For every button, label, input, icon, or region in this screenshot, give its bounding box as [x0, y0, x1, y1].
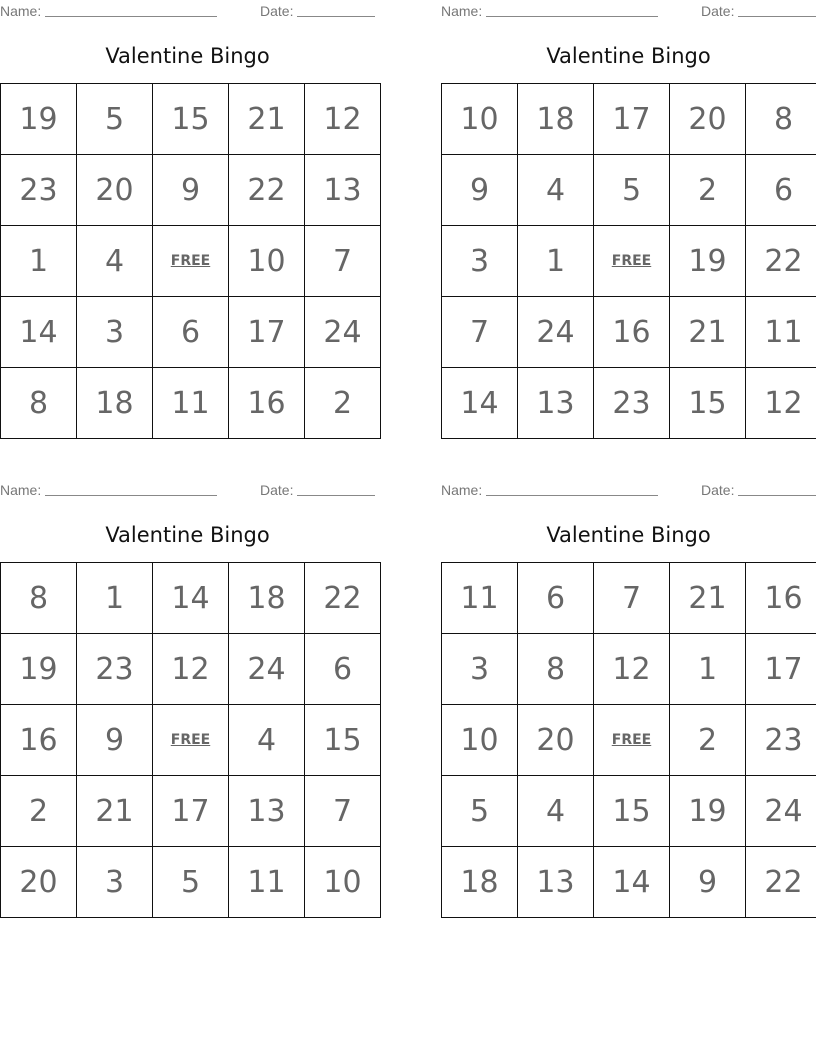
bingo-cell: 5: [77, 84, 153, 155]
bingo-cell: 10: [442, 705, 518, 776]
bingo-cell: 18: [229, 563, 305, 634]
card-header: [0, 2, 375, 20]
bingo-cell: 6: [518, 563, 594, 634]
bingo-cell: 21: [77, 776, 153, 847]
bingo-cell: 21: [229, 84, 305, 155]
bingo-cell: 5: [442, 776, 518, 847]
bingo-row: [1, 84, 381, 155]
bingo-row: [1, 776, 381, 847]
bingo-cell: 8: [746, 84, 816, 155]
card-title: Valentine Bingo: [105, 44, 270, 68]
bingo-row: [1, 847, 381, 918]
card-title: Valentine Bingo: [546, 523, 711, 547]
bingo-cell: 14: [594, 847, 670, 918]
bingo-cell: 8: [518, 634, 594, 705]
bingo-row: [442, 155, 816, 226]
bingo-cell: 14: [442, 368, 518, 439]
bingo-cell: 7: [305, 776, 381, 847]
bingo-cell: 15: [670, 368, 746, 439]
name-field-line: [486, 495, 658, 496]
bingo-cell: 23: [594, 368, 670, 439]
free-space: FREE: [153, 226, 229, 297]
bingo-cell: 8: [1, 563, 77, 634]
bingo-grid: [441, 562, 816, 918]
bingo-cell: 15: [153, 84, 229, 155]
bingo-row: [1, 368, 381, 439]
bingo-cell: 23: [746, 705, 816, 776]
bingo-cell: 17: [746, 634, 816, 705]
bingo-cell: 9: [442, 155, 518, 226]
bingo-row: [1, 634, 381, 705]
bingo-row: [442, 847, 816, 918]
name-field-line: [45, 495, 217, 496]
bingo-cell: 11: [442, 563, 518, 634]
bingo-cell: 2: [305, 368, 381, 439]
bingo-row: [442, 84, 816, 155]
bingo-cell: 5: [594, 155, 670, 226]
bingo-row: [442, 226, 816, 297]
bingo-row: [1, 705, 381, 776]
bingo-cell: 11: [153, 368, 229, 439]
bingo-cell: 9: [77, 705, 153, 776]
bingo-cell: 22: [746, 226, 816, 297]
date-label: Date:: [260, 482, 294, 498]
bingo-cell: 19: [1, 84, 77, 155]
bingo-cell: 12: [153, 634, 229, 705]
bingo-cell: 24: [229, 634, 305, 705]
bingo-cell: 3: [442, 226, 518, 297]
bingo-cell: 9: [153, 155, 229, 226]
bingo-cell: 18: [518, 84, 594, 155]
bingo-cell: 11: [746, 297, 816, 368]
bingo-cell: 3: [77, 847, 153, 918]
bingo-cell: 21: [670, 563, 746, 634]
bingo-cell: 13: [305, 155, 381, 226]
bingo-cell: 3: [442, 634, 518, 705]
bingo-cell: 23: [1, 155, 77, 226]
card-header: [441, 481, 816, 499]
bingo-cell: 22: [305, 563, 381, 634]
bingo-cell: 7: [594, 563, 670, 634]
bingo-cell: 17: [594, 84, 670, 155]
bingo-cell: 24: [518, 297, 594, 368]
bingo-cell: 5: [153, 847, 229, 918]
bingo-cell: 17: [153, 776, 229, 847]
bingo-cell: 1: [1, 226, 77, 297]
name-label: Name:: [441, 482, 483, 498]
date-label: Date:: [701, 3, 735, 19]
bingo-cell: 20: [670, 84, 746, 155]
bingo-cell: 16: [229, 368, 305, 439]
bingo-cell: 22: [229, 155, 305, 226]
bingo-cell: 6: [153, 297, 229, 368]
date-label: Date:: [260, 3, 294, 19]
date-field-line: [738, 495, 816, 496]
bingo-cell: 19: [670, 776, 746, 847]
bingo-cell: 13: [518, 368, 594, 439]
bingo-row: [442, 705, 816, 776]
bingo-cell: 4: [518, 776, 594, 847]
bingo-cell: 4: [77, 226, 153, 297]
bingo-cell: 1: [77, 563, 153, 634]
bingo-row: [442, 368, 816, 439]
bingo-cell: 22: [746, 847, 816, 918]
card-title: Valentine Bingo: [105, 523, 270, 547]
bingo-cell: 7: [442, 297, 518, 368]
bingo-cell: 4: [229, 705, 305, 776]
date-field-line: [738, 16, 816, 17]
bingo-row: [1, 297, 381, 368]
bingo-cell: 24: [305, 297, 381, 368]
bingo-row: [1, 155, 381, 226]
bingo-cell: 4: [518, 155, 594, 226]
bingo-cell: 20: [1, 847, 77, 918]
date-field-line: [297, 495, 375, 496]
free-space: FREE: [594, 705, 670, 776]
bingo-cell: 24: [746, 776, 816, 847]
bingo-cell: 10: [305, 847, 381, 918]
bingo-cell: 16: [746, 563, 816, 634]
bingo-cell: 18: [442, 847, 518, 918]
card-header: [0, 481, 375, 499]
name-field-line: [45, 16, 217, 17]
bingo-cell: 1: [670, 634, 746, 705]
card-title: Valentine Bingo: [546, 44, 711, 68]
bingo-cell: 12: [305, 84, 381, 155]
date-label: Date:: [701, 482, 735, 498]
bingo-cell: 9: [670, 847, 746, 918]
bingo-cell: 2: [670, 155, 746, 226]
bingo-cell: 10: [229, 226, 305, 297]
bingo-row: [1, 226, 381, 297]
bingo-cell: 12: [594, 634, 670, 705]
bingo-cell: 2: [670, 705, 746, 776]
bingo-row: [442, 634, 816, 705]
bingo-cell: 3: [77, 297, 153, 368]
bingo-cell: 13: [518, 847, 594, 918]
name-label: Name:: [0, 482, 42, 498]
bingo-cell: 15: [305, 705, 381, 776]
bingo-row: [1, 563, 381, 634]
bingo-grid: [0, 83, 381, 439]
bingo-cell: 7: [305, 226, 381, 297]
bingo-cell: 20: [77, 155, 153, 226]
bingo-grid: [0, 562, 381, 918]
bingo-cell: 6: [746, 155, 816, 226]
bingo-cell: 8: [1, 368, 77, 439]
free-space: FREE: [594, 226, 670, 297]
bingo-cell: 19: [1, 634, 77, 705]
bingo-cell: 2: [1, 776, 77, 847]
bingo-cell: 19: [670, 226, 746, 297]
bingo-cell: 10: [442, 84, 518, 155]
bingo-cell: 16: [594, 297, 670, 368]
name-label: Name:: [441, 3, 483, 19]
bingo-cell: 20: [518, 705, 594, 776]
free-space: FREE: [153, 705, 229, 776]
name-label: Name:: [0, 3, 42, 19]
bingo-cell: 12: [746, 368, 816, 439]
card-header: [441, 2, 816, 20]
bingo-cell: 18: [77, 368, 153, 439]
bingo-cell: 11: [229, 847, 305, 918]
name-field-line: [486, 16, 658, 17]
date-field-line: [297, 16, 375, 17]
bingo-grid: [441, 83, 816, 439]
bingo-row: [442, 776, 816, 847]
bingo-cell: 13: [229, 776, 305, 847]
bingo-cell: 14: [1, 297, 77, 368]
bingo-cell: 23: [77, 634, 153, 705]
bingo-cell: 21: [670, 297, 746, 368]
bingo-cell: 16: [1, 705, 77, 776]
bingo-cell: 14: [153, 563, 229, 634]
bingo-row: [442, 297, 816, 368]
bingo-cell: 15: [594, 776, 670, 847]
bingo-row: [442, 563, 816, 634]
bingo-cell: 17: [229, 297, 305, 368]
bingo-cell: 6: [305, 634, 381, 705]
bingo-cell: 1: [518, 226, 594, 297]
